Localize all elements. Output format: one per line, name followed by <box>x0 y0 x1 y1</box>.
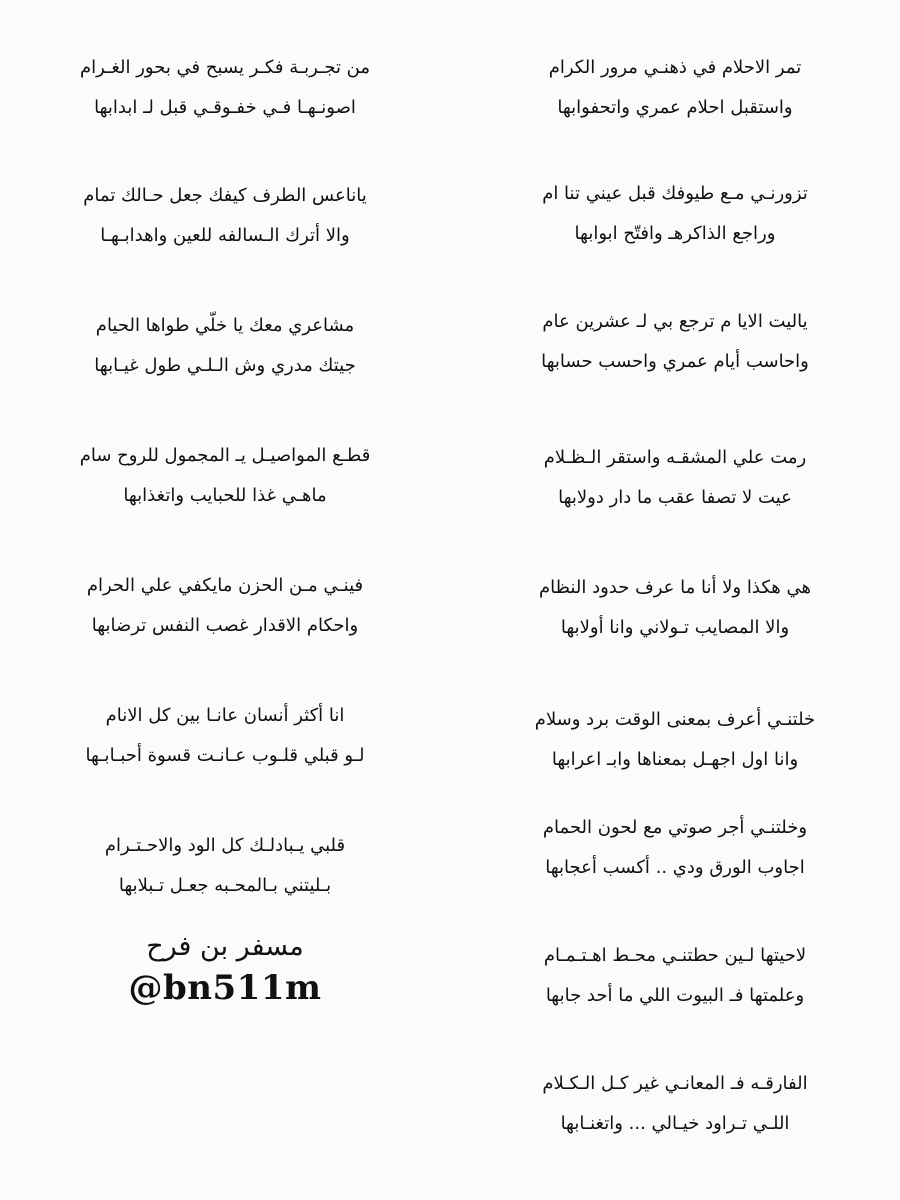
verse-line: اصونـهـا فـي خفـوقـي قبل لـ ابدابها <box>94 97 356 118</box>
stanza <box>450 568 900 648</box>
stanza <box>450 808 900 888</box>
verse-line: والا أترك الـسالفه للعين واهدابـهـا <box>100 225 350 246</box>
verse-line: بـليتني بـالمحـبه جعـل تـبلابها <box>118 875 332 896</box>
signature <box>0 928 450 1010</box>
verse-line: والا المصايب تـولاني وانا أولابها <box>560 617 790 638</box>
poet-name: مسفر بن فرح <box>146 931 304 962</box>
verse-line: تزورنـي مـع طيوفك قبل عيني تنا ام <box>542 183 808 204</box>
verse-line: اجاوب الورق ودي .. أكسب أعجابها <box>545 857 805 878</box>
stanza <box>0 436 450 516</box>
verse-line: قلبي يـبادلـك كل الود والاحـتـرام <box>104 835 346 856</box>
stanza <box>450 302 900 382</box>
verse-line: رمت علي المشقـه واستقر الـظـلام <box>543 447 807 468</box>
verse-line: لـو قبلي قلـوب عـانـت قسوة أحبـابـها <box>85 745 365 766</box>
stanza <box>450 48 900 128</box>
verse-line: الفارقـه فـ المعانـي غير كـل الـكـلام <box>542 1073 808 1094</box>
social-handle: @bn511m <box>128 968 322 1008</box>
verse-line: وانا اول اجهـل بمعناها وابـ اعرابها <box>551 749 799 770</box>
verse-line: عيت لا تصفا عقب ما دار دولابها <box>558 487 792 508</box>
stanza <box>0 306 450 386</box>
stanza <box>450 174 900 254</box>
verse-line: واحاسب أيام عمري واحسب حسابها <box>541 351 809 372</box>
verse-line: خلتنـي أعرف بمعنى الوقت برد وسلام <box>534 709 816 730</box>
verse-line: ماهـي غذا للحبايب واتغذابها <box>123 485 327 506</box>
verse-line: ياناعس الطرف كيفك جعل حـالك تمام <box>83 185 367 206</box>
verse-line: قطـع المواصيـل يـ المجمول للروح سام <box>79 445 371 466</box>
verse-line: من تجـربـة فكـر يسبح في بحور الغـرام <box>79 57 371 78</box>
stanza <box>450 438 900 518</box>
stanza <box>0 696 450 776</box>
verse-line: فينـي مـن الحزن مايكفي علي الحرام <box>86 575 364 596</box>
verse-line: تمر الاحلام في ذهنـي مرور الكرام <box>548 57 802 78</box>
stanza <box>450 700 900 780</box>
verse-line: وخلتنـي أجر صوتي مع لحون الحمام <box>542 817 808 838</box>
stanza <box>0 826 450 906</box>
verse-line: واستقبل احلام عمري واتحفوابها <box>557 97 793 118</box>
stanza <box>0 48 450 128</box>
verse-line: هي هكذا ولا أنا ما عرف حدود النظام <box>539 577 811 598</box>
verse-line: اللـي تـراود خيـالي ... واتغنـابها <box>560 1113 790 1134</box>
verse-line: وعلمتها فـ البيوت اللي ما أحد جابها <box>545 985 805 1006</box>
stanza <box>0 176 450 256</box>
verse-line: مشاعري معك يا خلّي طواها الحيام <box>95 315 355 336</box>
verse-line: انا أكثر أنسان عانـا بين كل الانام <box>105 705 345 726</box>
right-column <box>450 0 900 1200</box>
verse-line: لاحيتها لـين حطتنـي محـط اهـتـمـام <box>543 945 807 966</box>
verse-line: واحكام الاقدار غصب النفس ترضابها <box>91 615 359 636</box>
verse-line: ياليت الايا م ترجع بي لـ عشرين عام <box>542 311 808 332</box>
verse-line: وراجع الذاكرهـ وافتّح ابوابها <box>574 223 776 244</box>
stanza <box>0 566 450 646</box>
stanza <box>450 1064 900 1144</box>
verse-line: جيتك مدري وش الـلـي طول غيـابها <box>94 355 356 376</box>
stanza <box>450 936 900 1016</box>
